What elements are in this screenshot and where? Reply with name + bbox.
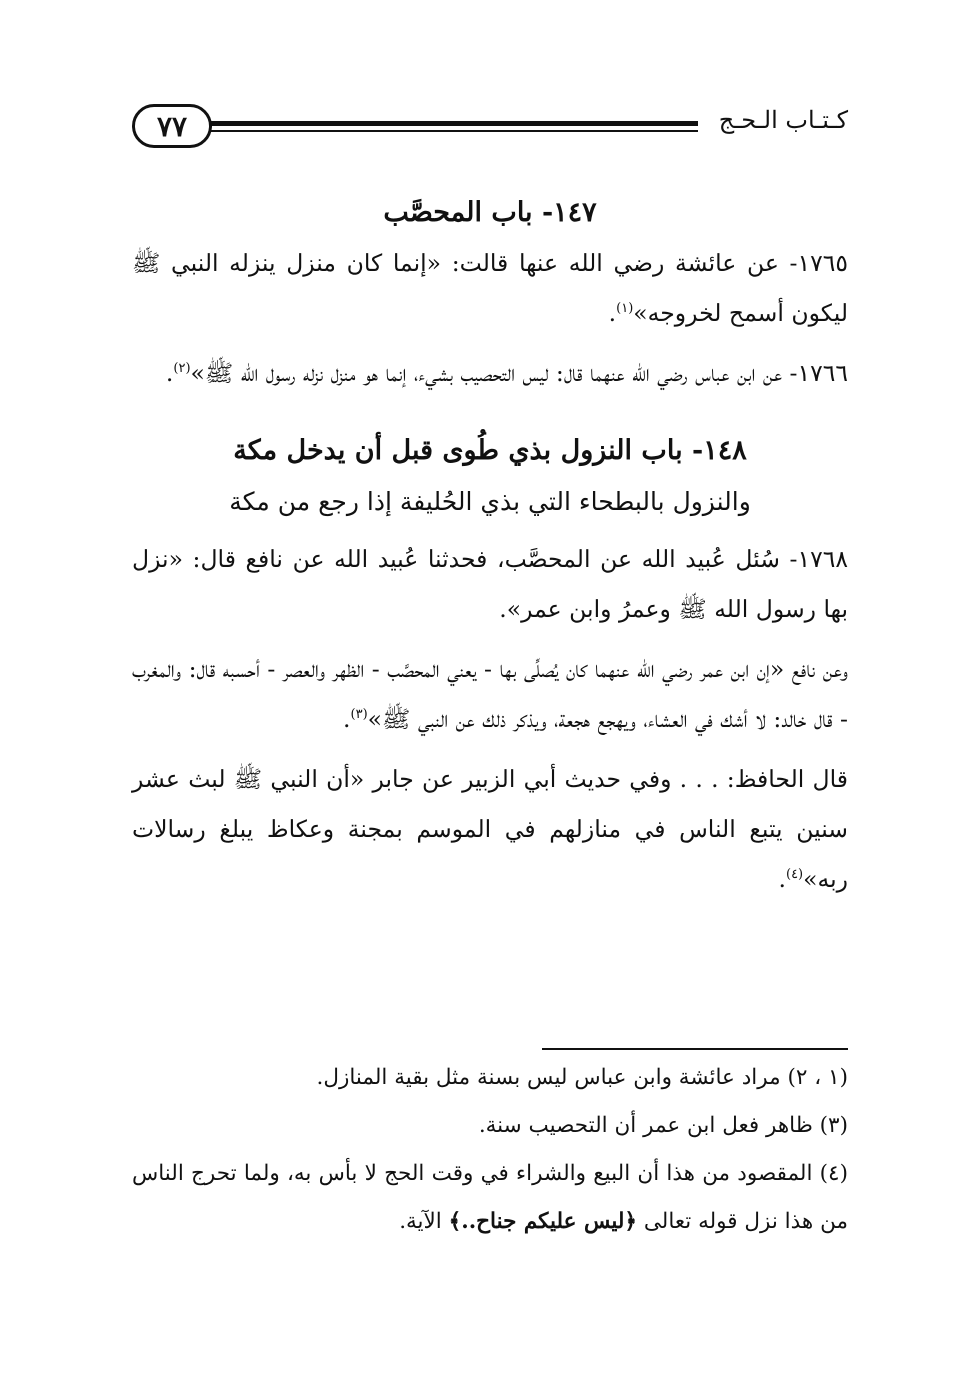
footnote-4 [132,1150,848,1246]
quran-quote: ﴿ليس عليكم جناح..﴾ [448,1209,638,1234]
footnote-1-2: (١ ، ٢) مراد عائشة وابن عباس ليس بسنة مثل بقية المنازل. [316,1065,848,1090]
page-number: ٧٧ [132,104,212,148]
hadith-text: ١٧٦٥- عن عائشة رضي الله عنها قالت: «إنما كان منزل ينزله النبي ﷺ ليكون أسمح لخروجه» [132,249,848,327]
chapter-heading-148: ١٤٨- باب النزول بذي طُوى قبل أن يدخل مكة [233,435,747,466]
main-text [132,188,848,914]
footnote-ref: (٣) [350,707,368,723]
footnote-ref: (٢) [173,361,191,377]
hadith-1765 [132,238,848,338]
header-rule [206,121,698,126]
hadith-text: ١٧٦٦- عن ابن عباس رضي الله عنهما قال: ليس التحصيب بشيء، إنما هو منزل نزله رسول الله ﷺ» [190,359,848,387]
chapter-subheading-148: والنزول بالبطحاء التي بذي الحُليفة إذا رجع من مكة [229,487,751,516]
footnote-ref: (١) [616,301,634,317]
footnotes [132,1054,848,1246]
footnote-text: (٤) المقصود من هذا أن البيع والشراء في وقت الحج لا بأس به، ولما تحرج الناس من هذا نزل قوله تعالى [132,1161,848,1234]
hadith-1768 [132,534,848,634]
page-header [132,96,848,166]
hadith-end: . [608,299,617,327]
hadith-end: . [343,705,351,733]
hadith-hafiz [132,754,848,904]
running-title: كـتـاب الـحـج [718,106,848,134]
footnote-ref: (٤) [785,867,804,883]
hadith-1766 [132,348,848,398]
footnote-3: (٣) ظاهر فعل ابن عمر أن التحصيب سنة. [478,1113,848,1138]
footnote-separator [542,1048,848,1050]
hadith-text: ١٧٦٨- سُئل عُبيد الله عن المحصَّب، فحدثنا عُبيد الله عن نافع قال: «نزل بها رسول الله ﷺ وعمرُ وابن عمر». [132,545,848,623]
chapter-heading-147: ١٤٧- باب المحصَّب [383,197,597,228]
hadith-end: . [778,865,786,893]
hadith-end: . [165,359,174,387]
hadith-text: قال الحافظ: . . . وفي حديث أبي الزبير عن جابر «أن النبي ﷺ لبث عشر سنين يتبع الناس في منازلهم في الموسم بمجنة وعكاظ يبلغ رسالات ربه» [132,765,848,893]
footnote-text-end: الآية. [399,1209,449,1234]
header-rule-thin [206,130,698,132]
hadith-text: وعن نافع «إن ابن عمر رضي الله عنهما كان يُصلِّى بها - يعني المحصَّب - الظهر والعصر - أحسبه قال: والمغرب - قال خالد: لا أشك في العشاء، ويهجع هجعة، ويذكر ذلك عن النبي ﷺ» [132,655,848,733]
hadith-nafi [132,644,848,744]
